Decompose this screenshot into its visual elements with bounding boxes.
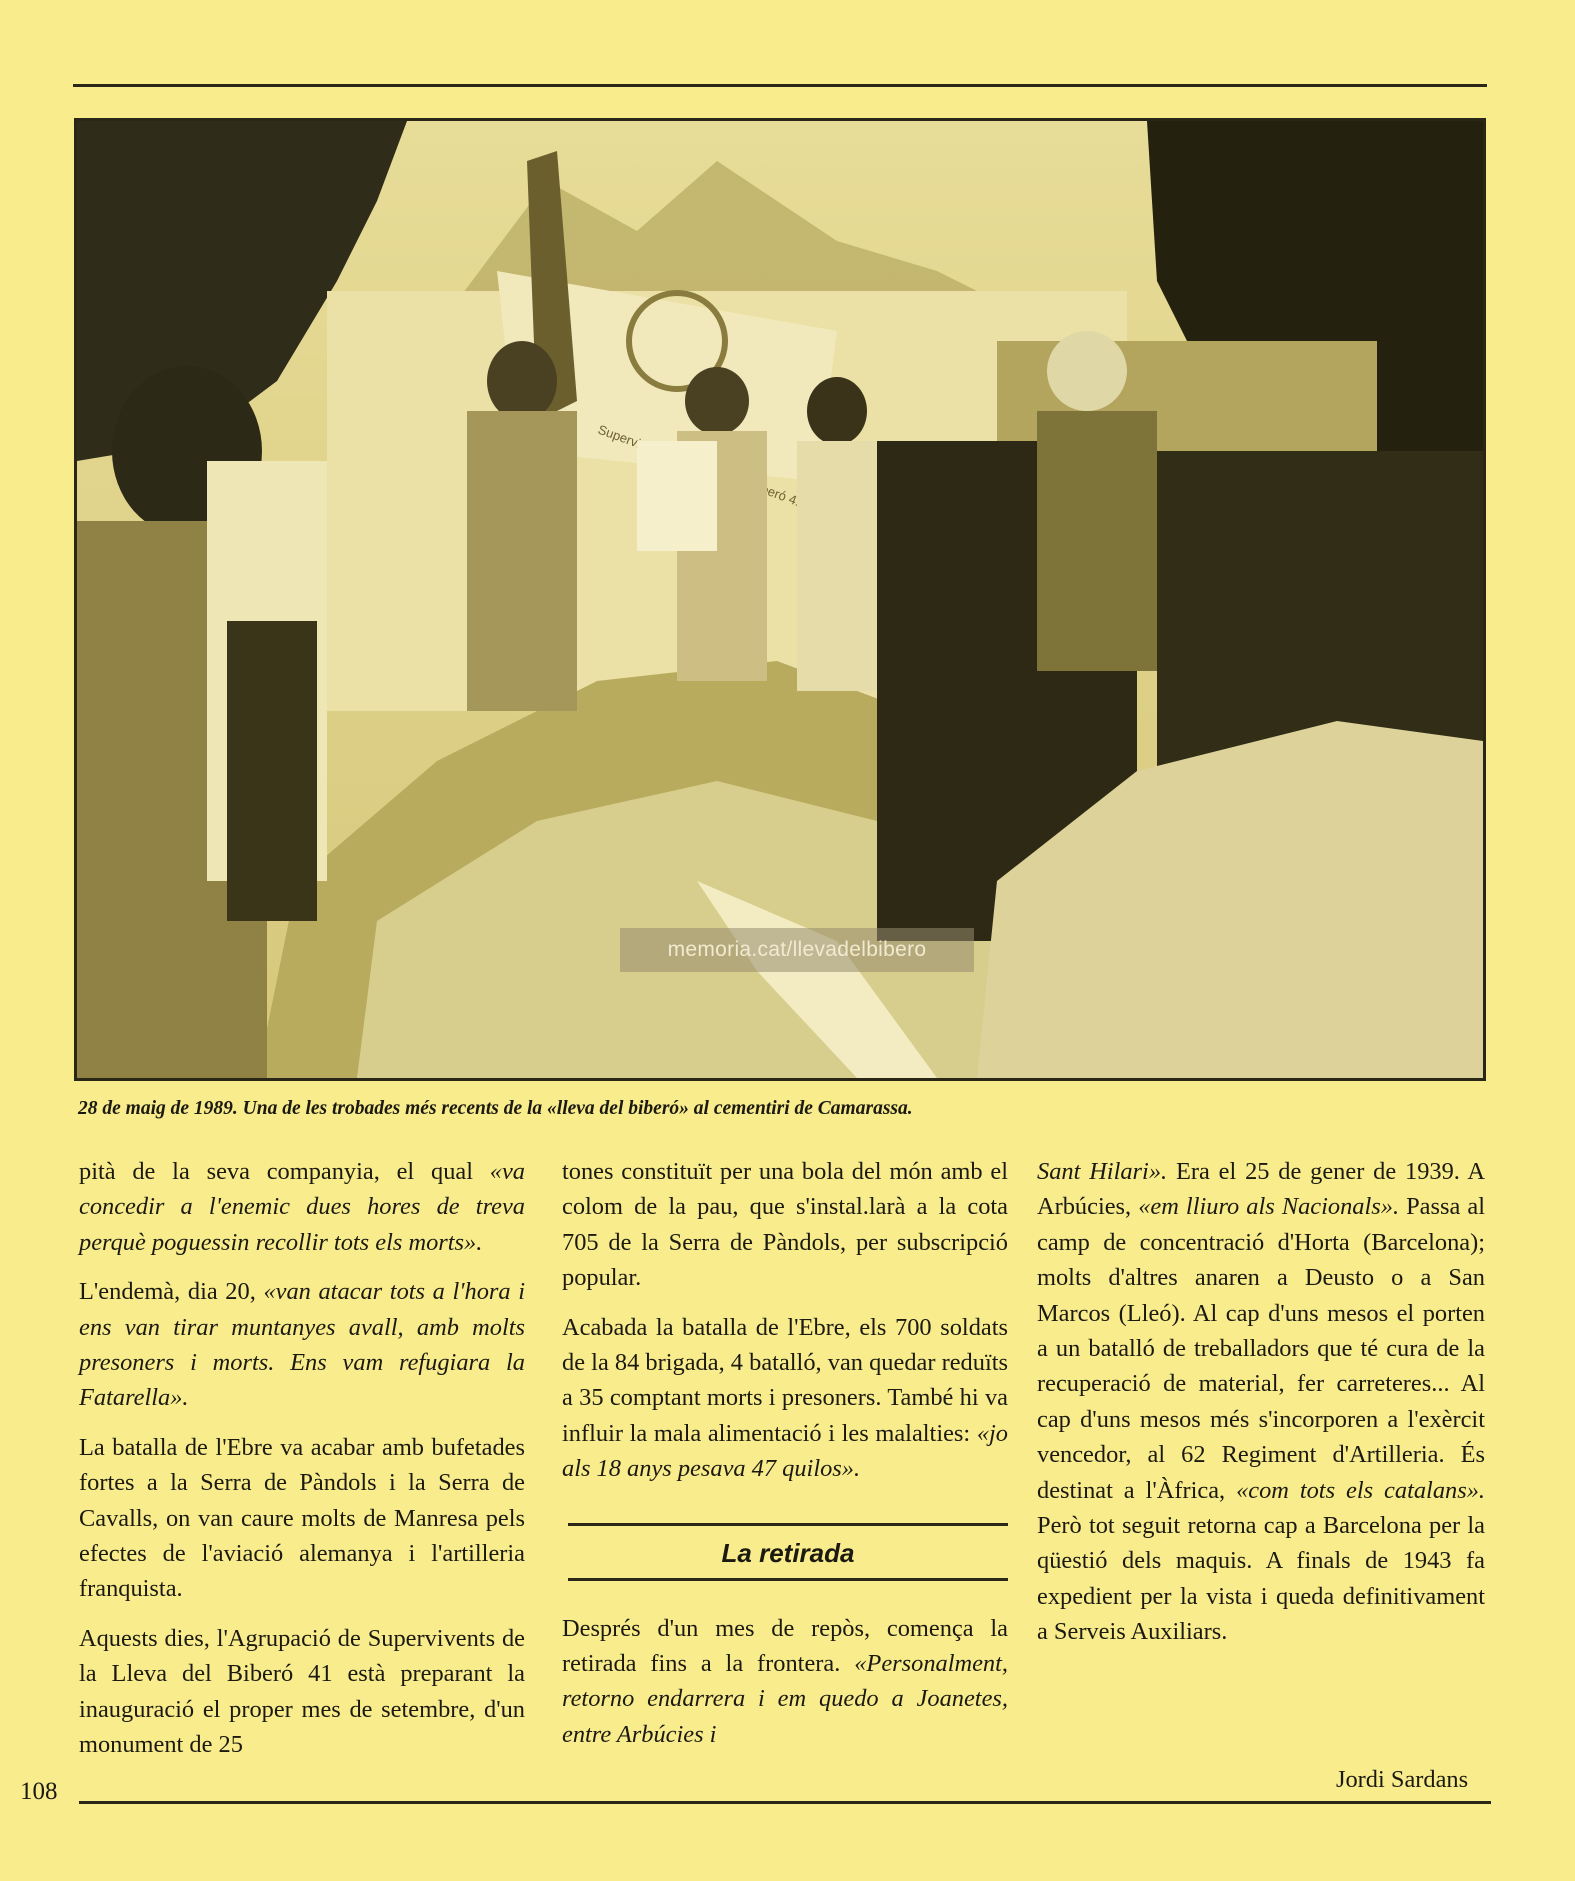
paragraph: La batalla de l'Ebre va acabar amb bufetades fortes a la Serra de Pàndols i la Serra de Cavalls, on van caure molts de Manresa pels efectes de l'aviació alemanya i l'artilleria franquista. <box>79 1433 525 1603</box>
quote-span: «em lliuro als Nacionals». <box>1138 1193 1400 1221</box>
text-span: pità de la seva companyia, el qual <box>79 1158 490 1185</box>
paragraph <box>79 1274 525 1416</box>
text-column-3 <box>1037 1154 1485 1664</box>
photo-caption: 28 de maig de 1989. Una de les trobades més recents de la «lleva del biberó» al cementiri de Camarassa. <box>78 1098 913 1119</box>
paragraph <box>562 1611 1008 1753</box>
heading-rule-bottom <box>568 1578 1008 1581</box>
quote-span: «va concedir a l'enemic dues hores de treva perquè poguessin recollir tots els morts». <box>79 1158 525 1256</box>
quote-span: Sant Hilari». <box>1037 1158 1168 1185</box>
paragraph <box>79 1154 525 1260</box>
text-column-1 <box>79 1154 525 1777</box>
text-span: Passa al camp de concentració d'Horta (Barcelona); molts d'altres anaren a Deusto o a San Marcos (Lleó). Al cap d'uns mesos el porten a un batalló de treballadors que té cura de la recuperació de material, fer carreteres... Al cap d'uns mesos més s'incorporen a l'exèrcit vencedor, al 62 Regiment d'Artilleria. És destinat a l'Àfrica, <box>1037 1193 1485 1504</box>
watermark: memoria.cat/llevadelbibero <box>620 928 974 972</box>
paragraph: Aquests dies, l'Agrupació de Supervivents de la Lleva del Biberó 41 està preparant la inauguració el proper mes de setembre, d'un monument de 25 <box>79 1624 525 1759</box>
paragraph <box>1037 1154 1485 1650</box>
top-rule <box>73 84 1487 87</box>
section-heading: La retirada <box>721 1537 855 1568</box>
author-name: Jordi Sardans <box>1336 1766 1469 1793</box>
page-number: 108 <box>20 1778 58 1805</box>
paragraph: tones constituït per una bola del món amb el colom de la pau, que s'instal.larà a la cota 705 de la Serra de Pàndols, per subscripció popular. <box>562 1158 1008 1292</box>
quote-span: «com tots els catalans». <box>1236 1476 1485 1504</box>
text-span: L'endemà, dia 20, <box>79 1278 264 1306</box>
text-span: Era el 25 de gener de 1939. A Arbúcies, <box>1037 1158 1485 1221</box>
quote-span: «van atacar tots a l'hora i ens van tirar muntanyes avall, amb molts presoners i morts. Ens vam refugiara la Fatarella». <box>79 1278 525 1412</box>
quote-span: «Personalment, retorno endarrera i em quedo a Joanetes, entre Arbúcies i <box>562 1650 1008 1748</box>
text-column-2 <box>562 1154 1008 1766</box>
text-span: Però tot seguit retorna cap a Barcelona per la qüestió dels maquis. A finals de 1943 fa expedient per la vista i queda definitivament a Serveis Auxiliars. <box>1037 1512 1485 1646</box>
text-span: Després d'un mes de repòs, comença la retirada fins a la frontera. <box>562 1614 1008 1678</box>
banner-text: Supervivents Biberó 41 <box>595 421 806 511</box>
text-span: Acabada la batalla de l'Ebre, els 700 soldats de la 84 brigada, 4 batalló, van quedar reduïts a 35 comptant morts i presoners. També hi va influir la mala alimentació i les malalties: <box>562 1313 1008 1447</box>
paragraph <box>562 1310 1008 1487</box>
quote-span: «jo als 18 anys pesava 47 quilos». <box>562 1419 1008 1483</box>
section-heading-block <box>568 1523 1008 1581</box>
bottom-rule <box>79 1801 1491 1804</box>
